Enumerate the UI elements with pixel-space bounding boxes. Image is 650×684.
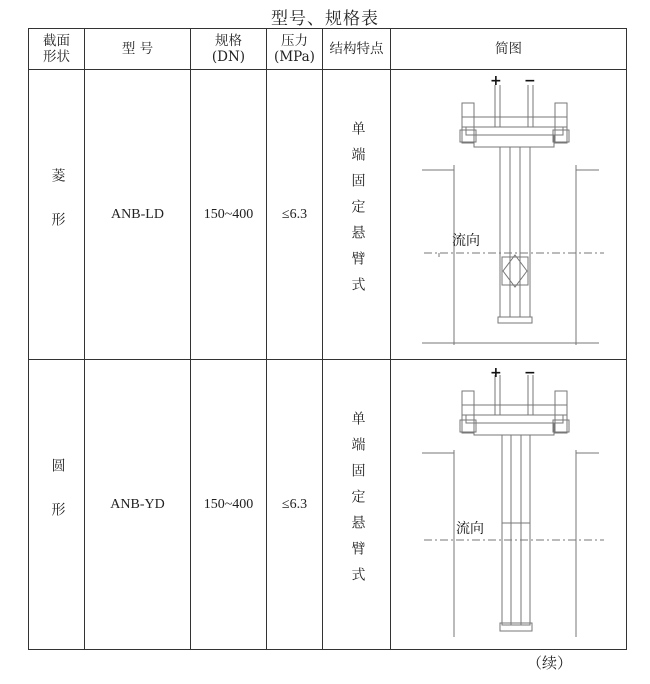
- size-cell: 150~400: [191, 360, 267, 650]
- structure-cell: 单端固定悬臂式: [323, 360, 391, 650]
- header-pressure: 压力(MPa): [267, 29, 323, 70]
- continued-note: （续）: [526, 654, 572, 672]
- diagram-cell: [391, 360, 627, 650]
- diagram-cell: [391, 70, 627, 360]
- header-structure: 结构特点: [323, 29, 391, 70]
- model-cell: ANB-LD: [85, 70, 191, 360]
- header-model: 型 号: [85, 29, 191, 70]
- shape-cell: 菱形: [29, 70, 85, 360]
- pressure-cell: ≤6.3: [267, 360, 323, 650]
- flow-direction-label: 流向: [455, 520, 484, 537]
- round-sensor-diagram: [394, 365, 624, 645]
- table-title: 型号、规格表: [271, 9, 379, 29]
- table-row: [29, 70, 627, 360]
- pressure-cell: ≤6.3: [267, 70, 323, 360]
- model-cell: ANB-YD: [85, 360, 191, 650]
- header-shape: 截面形状: [29, 29, 85, 70]
- plus-terminal-label: +: [489, 364, 502, 381]
- size-cell: 150~400: [191, 70, 267, 360]
- minus-terminal-label: −: [523, 364, 536, 381]
- shape-cell: 圆形: [29, 360, 85, 650]
- header-row: [29, 29, 627, 70]
- header-diagram: 简图: [391, 29, 627, 70]
- structure-cell: 单端固定悬臂式: [323, 70, 391, 360]
- diamond-sensor-diagram: [394, 75, 624, 355]
- flow-direction-label: 流向: [451, 232, 480, 249]
- table-row: [29, 360, 627, 650]
- spec-table: [28, 28, 627, 650]
- header-size: 规格(DN): [191, 29, 267, 70]
- minus-terminal-label: −: [523, 74, 536, 89]
- plus-terminal-label: +: [489, 74, 502, 89]
